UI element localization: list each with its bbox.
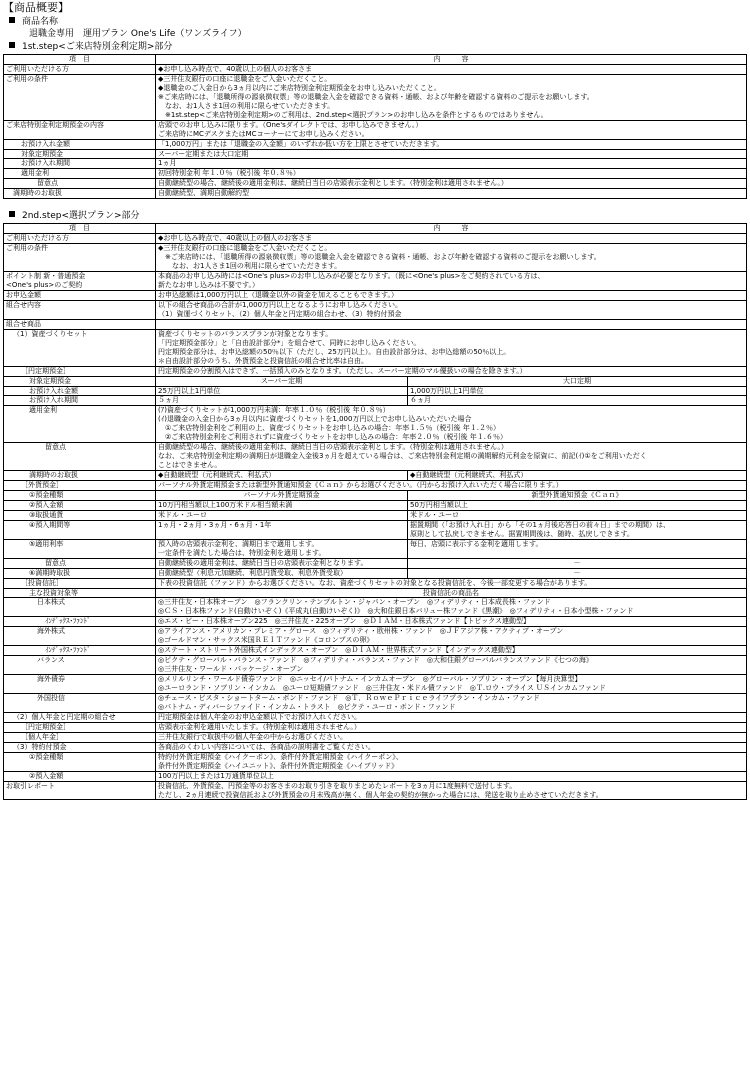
text-line: 一定条件を満たした場合は、特別金利を適用します。: [158, 548, 326, 557]
text-line: ◎ユーロランド・ソブリン・インカム ◎ユーロ短期債ファンド ◎三井住友・米ドル債ファンド ◎Ｔ.ロウ・プライス ＵＳインカムファンド: [158, 684, 606, 693]
document-title: 【商品概要】: [3, 1, 69, 14]
table-cell: 内 容: [156, 224, 747, 234]
table-cell: ◆自動継続型（元利継続式、利払式）: [408, 471, 747, 481]
table-cell: 大口定期: [408, 376, 747, 386]
table-row: [4, 588, 747, 598]
text-line: ◆三井住友銀行の口座に退職金をご入金いただくこと。: [158, 244, 332, 253]
table-cell: ◆自動継続型（元利継続式、利払式）: [156, 471, 408, 481]
table-row: [4, 376, 747, 386]
table-cell: パーソナル外貨定期預金または新型外貨通知預金《Ｃａｎ》からお選びください。（円からお預け入れいただく場合に限ります。）: [156, 481, 747, 491]
table-cell: ご利用いただける方: [4, 234, 156, 244]
text-line: ◎チェース・ビスタ・ショートターム・ボンド・ファンド ◎Ｔ．ＲｏｗｅＰｒｉｃｅライフプラン・インカム・ファンド: [158, 694, 540, 702]
text-line: 以下の組合せ商品の合計が1,000万円以上となるようにお申し込みください。: [158, 300, 403, 309]
table-cell: ①預金種類: [4, 490, 156, 500]
text-line: ※1st.step<ご来店特別金利定期>のご利用は、2nd.step<選択プラン>のお申し込みを条件とするものではありません。: [158, 110, 548, 119]
text-line: ◆退職金のご入金日から3ヵ月以内にご来店特別金利定期預金をお申し込みいただくこと。: [158, 83, 441, 92]
table-row: [4, 520, 747, 539]
table-cell: 留意点: [4, 179, 156, 189]
text-line: ◎ゴールドマン・サックス米国ＲＥＩＴファンド《コロンブスの卵》: [158, 636, 374, 645]
table-row: [4, 139, 747, 149]
table-row: [4, 272, 747, 291]
table-cell: ④預入期間等: [4, 520, 156, 539]
table-cell: 満期時のお取扱: [4, 471, 156, 481]
table-row: [4, 675, 747, 694]
text-line: ◎ステート・ストリート外国株式インデックス・オープン ◎ＤＩＡＭ・世界株式ファンド【インデックス連動型】: [158, 646, 519, 655]
text-line: 預入時の店頭表示金利を、満期日まで適用します。: [158, 539, 319, 548]
table-row: [4, 781, 747, 800]
table-cell: 三井住友銀行で取扱中の個人年金の中からお選びください。: [156, 732, 747, 742]
text-line: ※ご来店時には、「退職所得の源泉徴収票」等の退職金入金を確認できる資料・通帳、および年齢を確認する資料のご提示をお願いします。: [158, 92, 594, 101]
table-row: [4, 568, 747, 578]
table-cell: [156, 406, 747, 443]
table-cell: お預け入れ期間: [4, 396, 156, 406]
table-cell: 米ドル・ユーロ: [156, 510, 408, 520]
table-row: [4, 646, 747, 656]
table-row: [4, 149, 747, 159]
table-row: [4, 386, 747, 396]
table-cell: [156, 329, 747, 366]
text-line: ◎ＣＳ・日本株ファンド(自動けいぞく)《平成丸(自動けいぞく)》 ◎大和住銀日本バリュー株ファンド《黒潮》 ◎フィデリティ・日本小型株・ファンド: [158, 607, 634, 616]
text-line: 新たなお申し込みは不要です。）: [158, 281, 259, 290]
table-cell: [156, 234, 747, 244]
table-cell: [156, 675, 747, 694]
text-line: なお、ご来店特別金利定期の満期日が退職金入金後3ヵ月を超えている場合は、ご来店特別金利定期の満期解約元利金を原資に、前記(ｲ)①をご利用いただく: [158, 452, 647, 461]
table-row: [4, 396, 747, 406]
text-line: ◎パトナム・ディバーシファイド・インカム・トラスト ◎ピクテ・ユーロ・ボンド・ファンド: [158, 702, 456, 711]
table-cell: 自動継続型（利息元加継続、利息円貨受取、利息外貨受取）: [156, 568, 408, 578]
table-row: [4, 366, 747, 376]
table-cell: 留意点: [4, 443, 156, 471]
text-line: (ｱ)資産づくりセットが1,000万円未満：年率１.０％（税引後 年０.８％）: [158, 406, 390, 415]
table-cell: お預け入れ金額: [4, 386, 156, 396]
text-line: ◎メリルリンチ・ワールド債券ファンド ◎ニッセイ/パトナム・インカムオープン ◎グローバル・ソブリン・オープン【毎月決算型】: [158, 675, 582, 684]
text-line: 据置期間（「お預け入れ日」から「その1ヵ月後応答日の前々日」までの期間）は、: [410, 520, 670, 529]
table-cell: [156, 646, 747, 656]
table-cell: 組合せ商品: [4, 319, 156, 329]
text-line: ②ご来店特別金利をご利用されずに資産づくりセットをお申し込みの場合：年率２.０％（税引後 年１.６％）: [158, 433, 507, 442]
table-row: [4, 406, 747, 443]
text-line: なお、お1人さま1回の利用に限らせていただきます。: [158, 262, 342, 271]
table-cell: ③取扱通貨: [4, 510, 156, 520]
table-cell: 日本株式: [4, 598, 156, 617]
table-cell: ②預入金額: [4, 500, 156, 510]
table-cell: ［個人年金］: [4, 732, 156, 742]
table-cell: [156, 598, 747, 617]
table-row: [4, 617, 747, 627]
text-line: ①ご来店特別金利をご利用の上、資産づくりセットをお申し込みの場合：年率１.５％（税引後 年１.２％）: [158, 424, 500, 433]
table-cell: 新型外貨通知預金《Ｃａｎ》: [408, 490, 747, 500]
table-cell: 適用金利: [4, 169, 156, 179]
table-cell: 円定期預金の分割預入はできず、一括預入のみとなります。（ただし、スーパー定期のマル優扱いの場合を除きます。）: [156, 366, 747, 376]
table-row: [4, 169, 747, 179]
text-line: ◎三井住友・ワールド・パッケージ・オープン: [158, 665, 304, 674]
table-row: [4, 627, 747, 646]
square-bullet-icon: [9, 42, 15, 48]
table-row: [4, 120, 747, 139]
text-line: 特約付外貨定期預金《ハイクーポン》、条件付外貨定期預金《ハイクーポン》、: [158, 752, 403, 761]
table-cell: 米ドル・ユーロ: [408, 510, 747, 520]
table-cell: ご利用の条件: [4, 244, 156, 272]
table-cell: 初回特別金利 年１.０％（税引後 年０.８％）: [156, 169, 747, 179]
table-cell: 「1,000万円」または「退職金の入金額」のいずれか低い方を上限とさせていただきます。: [156, 139, 747, 149]
text-line: ◎ピクテ・グローバル・バランス・ファンド ◎フィデリティ・バランス・ファンド ◎大和住銀グローバルバランスファンド《七つの海》: [158, 656, 593, 665]
table-cell: [156, 781, 747, 800]
text-line: ポイント制 新・普通預金: [6, 272, 86, 281]
table-cell: ５ヵ月: [156, 396, 408, 406]
table-cell: ご利用の条件: [4, 74, 156, 120]
table-row: [4, 234, 747, 244]
table-cell: お預け入れ金額: [4, 139, 156, 149]
table-cell: 主な投資対象等: [4, 588, 156, 598]
table-cell: お申込金額: [4, 290, 156, 300]
table-row: [4, 490, 747, 500]
table-cell: 組合せ内容: [4, 300, 156, 319]
table-cell: パーソナル外貨定期預金: [156, 490, 408, 500]
table-cell: ６ヵ月: [408, 396, 747, 406]
text-line: なお、お1人さま1回の利用に限らせていただきます。: [158, 101, 335, 110]
table-row: [4, 189, 747, 199]
table-cell: お取引レポート: [4, 781, 156, 800]
table-cell: スーパー定期または大口定期: [156, 149, 747, 159]
table-cell: お申込総額は1,000万円以上（退職金以外の資金を加えることもできます。）: [156, 290, 747, 300]
header-item: 項 目: [4, 55, 156, 65]
square-bullet-icon: [9, 17, 15, 23]
table-row: [4, 694, 747, 713]
text-line: ◎三井住友・日本株オープン ◎フランクリン・テンプルトン・ジャパン・オープン ◎フィデリティ・日本成長株・ファンド: [158, 598, 551, 607]
table-cell: ｲﾝﾃﾞｯｸｽ･ﾌｧﾝﾄﾞ: [4, 617, 156, 627]
table-cell: 10万円相当額以上100万米ドル相当額未満: [156, 500, 408, 510]
table-row: [4, 300, 747, 319]
table-cell: [156, 617, 747, 627]
table-cell: 毎日、店頭に表示する金利を適用します。: [408, 539, 747, 558]
section1-title: [3, 42, 747, 54]
table-cell: 1ヵ月: [156, 159, 747, 169]
table-cell: 海外株式: [4, 627, 156, 646]
text-line: 本商品のお申し込み時には<One's plus>のお申し込みが必要となります。（既に<One's plus>をご契約されている方は、: [158, 272, 545, 281]
section2-title: [3, 211, 747, 223]
table-cell: 自動継続型、満期自動解約型: [156, 189, 747, 199]
table-cell: 留意点: [4, 558, 156, 568]
text-line: 資産づくりセットのバランスプランが対象となります。: [158, 329, 333, 338]
table-cell: 各商品のくわしい内容については、各商品の説明書をご覧ください。: [156, 742, 747, 752]
table-cell: [156, 539, 408, 558]
text-line: ＊自由設計部分のうち、外貨預金と投資信託の組合せ比率は自由。: [158, 356, 368, 365]
table-cell: お預け入れ期間: [4, 159, 156, 169]
table-row: [4, 539, 747, 558]
text-line: ただし、2ヵ月連続で投資信託および外貨預金の月末残高が無く、個人年金の契約が無かった場合には、発送を取り止めさせていただきます。: [158, 790, 603, 799]
table-row: [4, 732, 747, 742]
table-row: [4, 159, 747, 169]
text-line: ◆お申し込み時点で、40歳以上の個人のお客さま: [158, 64, 313, 73]
text-line: 自動継続型の場合、継続後の適用金利は、継続日当日の店頭表示金利とします。（特別金利は適用されません。）: [158, 443, 508, 452]
table-cell: ⑤適用利率: [4, 539, 156, 558]
table-cell: ①預金種類: [4, 752, 156, 771]
table-cell: ご利用いただける方: [4, 64, 156, 74]
table-cell: ②預入金額: [4, 771, 156, 781]
table-cell: （2）個人年金と円定期の組合せ: [4, 712, 156, 722]
table-cell: 項 目: [4, 224, 156, 234]
table-cell: [156, 627, 747, 646]
table-row: [4, 319, 747, 329]
table-row: [4, 578, 747, 588]
table-cell: [156, 656, 747, 675]
table-cell: （1）資産づくりセット: [4, 329, 156, 366]
text-line: 条件付外貨定期預金《ハイユニット》、条件付外貨定期預金《ハイブリッド》: [158, 761, 399, 770]
text-line: <One's plus>のご契約: [6, 281, 83, 290]
table-cell: 自動継続型の場合、継続後の適用金利は、継続日当日の店頭表示金利とします。（特別金利は適用されません。）: [156, 179, 747, 189]
table-row: [4, 179, 747, 189]
table-cell: [156, 443, 747, 471]
text-line: 円定期預金部分は、お申込総額の50％以下（ただし、25万円以上）。自由設計部分は、お申込総額の50％以上。: [158, 347, 511, 356]
table-cell: ｲﾝﾃﾞｯｸｽ･ﾌｧﾝﾄﾞ: [4, 646, 156, 656]
text-line: ◆お申し込み時点で、40歳以上の個人のお客さま: [158, 234, 313, 243]
table-cell: 満期時のお取扱: [4, 189, 156, 199]
table-row: [4, 290, 747, 300]
text-line: 2nd.step<選択プラン>部分: [22, 211, 140, 222]
text-line: 原則として払戻しできません。据置期間後は、随時、払戻しできます。: [410, 529, 634, 538]
table-cell: 対象定期預金: [4, 149, 156, 159]
table-row: [4, 64, 747, 74]
table-cell: [156, 74, 747, 120]
text-line: ※ご来店時には、「退職所得の源泉徴収票」等の退職金入金を確認できる資料・通帳、および年齢を確認する資料のご提示をお願いします。: [158, 253, 601, 262]
section2-table: [3, 223, 747, 800]
table-cell: 円定期預金は個人年金のお申込金額以下でお預け入れください。: [156, 712, 747, 722]
text-line: 店頭でのお申し込みに限ります。（One'sダイレクトでは、お申し込みできません。）: [158, 120, 423, 129]
text-line: 商品名称: [22, 17, 59, 27]
table-row: [4, 471, 747, 481]
table-row: [4, 481, 747, 491]
square-bullet-icon: [9, 211, 15, 217]
table-row: [4, 244, 747, 272]
table-cell: [156, 272, 747, 291]
text-line: 「円定期預金部分」と「自由設計部分*」を組合せて、同時にお申し込みください。: [158, 338, 421, 347]
table-row: [4, 558, 747, 568]
text-line: 1st.step<ご来店特別金利定期>部分: [22, 42, 173, 52]
table-row: [4, 443, 747, 471]
table-cell: [156, 64, 747, 74]
table-cell: ご来店特別金利定期預金の内容: [4, 120, 156, 139]
table-cell: [4, 272, 156, 291]
table-cell: [408, 520, 747, 539]
text-line: （1）資運づくりセット、（2）個人年金と円定期の組合わせ、（3）特約付預金: [158, 309, 402, 318]
table-row: [4, 722, 747, 732]
table-row: [4, 74, 747, 120]
table-row: [4, 742, 747, 752]
product-name: 退職金専用 運用プラン One's Life（ワンズライフ）: [29, 29, 247, 39]
table-header-row: [4, 224, 747, 234]
table-cell: 下表の投資信託（ファンド）からお選びください。なお、資産づくりセットの対象となる投資信託を、今後一部変更する場合があります。: [156, 578, 747, 588]
text-line: ご来店時にMCデスクまたはMCコーナーにてお申し込みください。: [158, 129, 369, 138]
table-cell: ⑥満期時取扱: [4, 568, 156, 578]
table-cell: －: [408, 558, 747, 568]
table-cell: 投資信託の商品名: [156, 588, 747, 598]
table-cell: 適用金利: [4, 406, 156, 443]
table-row: [4, 510, 747, 520]
text-line: (ｲ)退職金の入金日から3ヵ月以内に資産づくりセットを1,000万円以上でお申し込みいただいた場合: [158, 415, 472, 424]
table-cell: 1,000万円以上1円単位: [408, 386, 747, 396]
table-row: [4, 752, 747, 771]
table-cell: [156, 120, 747, 139]
table-cell: 海外債券: [4, 675, 156, 694]
text-line: ◎エス・ビー・日本株オープン225 ◎三井住友・225オープン ◎ＤＩＡＭ・日本株式ファンド【トピックス連動型】: [158, 617, 531, 626]
table-cell: 100万円以上または1万通貨単位以上: [156, 771, 747, 781]
table-row: [4, 771, 747, 781]
table-cell: 50万円相当額以上: [408, 500, 747, 510]
table-cell: [156, 319, 747, 329]
table-cell: [156, 244, 747, 272]
table-cell: 外国投信: [4, 694, 156, 713]
table-row: [4, 656, 747, 675]
table-cell: [156, 752, 747, 771]
table-cell: 25万円以上1円単位: [156, 386, 408, 396]
section1-table: [3, 54, 747, 199]
table-cell: [156, 694, 747, 713]
table-cell: －: [408, 568, 747, 578]
table-cell: （3）特約付預金: [4, 742, 156, 752]
table-row: [4, 712, 747, 722]
table-cell: ［円定期預金］: [4, 722, 156, 732]
table-cell: 1ヵ月・2ヵ月・3ヵ月・6ヵ月・1年: [156, 520, 408, 539]
header-content: 内 容: [156, 55, 747, 65]
table-cell: ［外貨預金］: [4, 481, 156, 491]
text-line: 投資信託、外貨預金、円預金等のお客さまのお取り引きを取りまとめたレポートを3ヵ月に1度無料で送付します。: [158, 781, 517, 790]
table-cell: ［円定期預金］: [4, 366, 156, 376]
text-line: ◎アライアンス・アメリカン・プレミア・グロース ◎フィデリティ・欧州株・ファンド ◎ＪＦアジア株・アクティブ・オープン: [158, 627, 564, 636]
table-cell: [156, 300, 747, 319]
document-page: [3, 1, 747, 800]
table-cell: 店頭表示金利を適用いたします。（特別金利は適用されません。）: [156, 722, 747, 732]
table-row: [4, 329, 747, 366]
table-header-row: [4, 55, 747, 65]
text-line: ことはできません。: [158, 461, 222, 470]
table-cell: バランス: [4, 656, 156, 675]
text-line: ◆三井住友銀行の口座に退職金をご入金いただくこと。: [158, 74, 332, 83]
table-cell: 対象定期預金: [4, 376, 156, 386]
table-row: [4, 598, 747, 617]
table-row: [4, 500, 747, 510]
table-cell: ［投資信託］: [4, 578, 156, 588]
product-heading: [3, 17, 747, 29]
table-cell: 自動継続後の適用金利は、継続日当日の店頭表示金利となります。: [156, 558, 408, 568]
table-cell: スーパー定期: [156, 376, 408, 386]
